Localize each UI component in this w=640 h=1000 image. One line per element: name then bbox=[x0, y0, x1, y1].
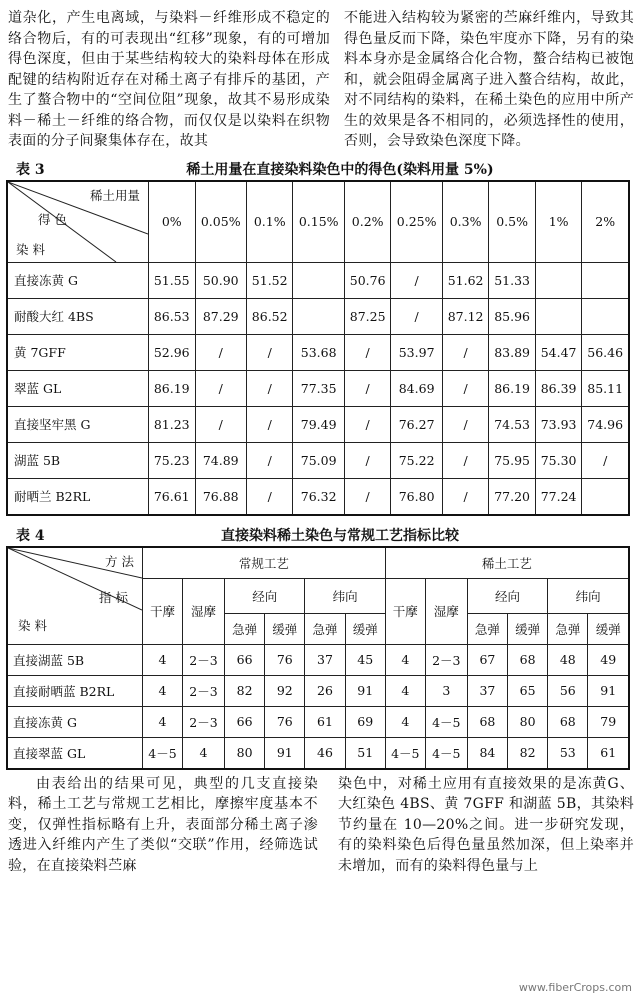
table3-cell: / bbox=[195, 406, 246, 442]
table3-cell: 50.90 bbox=[195, 262, 246, 298]
table3-cell: 76.80 bbox=[391, 478, 442, 515]
table4-row bbox=[7, 644, 629, 675]
table4-cell: 92 bbox=[265, 675, 305, 706]
table3-col-header: 0.5% bbox=[489, 181, 536, 263]
watermark: www.fiberCrops.com bbox=[518, 981, 632, 994]
table3-body bbox=[7, 262, 629, 515]
table4-corner bbox=[7, 547, 143, 645]
table3-cell: 87.12 bbox=[442, 298, 489, 334]
table4-slow-recovery: 缓弹 bbox=[345, 613, 385, 644]
table4-cell: 66 bbox=[225, 644, 265, 675]
table4-cell: 91 bbox=[588, 675, 629, 706]
table4-cell: 66 bbox=[225, 706, 265, 737]
table4-dye-name: 直接翠蓝 GL bbox=[7, 737, 143, 769]
table4-cell: 4 bbox=[143, 644, 183, 675]
table3-row bbox=[7, 262, 629, 298]
table3-cell: / bbox=[246, 406, 293, 442]
table3-cell: 75.30 bbox=[535, 442, 582, 478]
table3-cell: / bbox=[195, 334, 246, 370]
table3-col-header: 1% bbox=[535, 181, 582, 263]
table3-cell bbox=[582, 478, 629, 515]
table3-cell: 51.33 bbox=[489, 262, 536, 298]
table3-cell: 83.89 bbox=[489, 334, 536, 370]
table3-cell: 51.55 bbox=[149, 262, 196, 298]
table4-cell: 4 bbox=[385, 675, 425, 706]
table4-cell: 2－3 bbox=[183, 644, 225, 675]
table3 bbox=[6, 180, 630, 516]
table3-header-row bbox=[7, 181, 629, 263]
table3-cell: / bbox=[442, 442, 489, 478]
table3-cell: / bbox=[344, 442, 391, 478]
table3-cell: 77.24 bbox=[535, 478, 582, 515]
table3-dye-name: 翠蓝 GL bbox=[7, 370, 149, 406]
table3-corner-middle: 得 色 bbox=[38, 211, 67, 227]
table3-dye-name: 耐酸大红 4BS bbox=[7, 298, 149, 334]
table4-cell: 91 bbox=[265, 737, 305, 769]
table3-cell: / bbox=[442, 478, 489, 515]
table3-cell: / bbox=[344, 334, 391, 370]
table3-cell: 81.23 bbox=[149, 406, 196, 442]
table3-cell: 74.96 bbox=[582, 406, 629, 442]
table3-cell: / bbox=[391, 262, 442, 298]
table4 bbox=[6, 546, 630, 770]
table4-method-regular: 常规工艺 bbox=[143, 547, 386, 579]
table4-cell: 2－3 bbox=[183, 706, 225, 737]
table3-cell bbox=[582, 298, 629, 334]
bottom-text-right: 染色中，对稀土应用有直接效果的是冻黄G、大红染色 4BS、黄 7GFF 和湖蓝 5B，其染料节约量在 10—20%之间。进一步研究发现，有的染料染色后得色量虽然加深，但上染率并未增加，而有的染料得色量与上 bbox=[338, 775, 634, 874]
table3-cell bbox=[293, 262, 344, 298]
table3-cell: 85.11 bbox=[582, 370, 629, 406]
table4-cell: 61 bbox=[588, 737, 629, 769]
table3-cell: 74.53 bbox=[489, 406, 536, 442]
table3-col-header: 0% bbox=[149, 181, 196, 263]
table4-wet-rub: 湿摩 bbox=[425, 578, 467, 644]
table3-cell bbox=[293, 298, 344, 334]
table3-cell: 53.97 bbox=[391, 334, 442, 370]
table4-dry-rub: 干摩 bbox=[143, 578, 183, 644]
table3-caption bbox=[0, 156, 640, 180]
table4-dye-name: 直接耐晒蓝 B2RL bbox=[7, 675, 143, 706]
table3-cell: / bbox=[246, 442, 293, 478]
table3-row bbox=[7, 370, 629, 406]
table4-warp: 经向 bbox=[467, 578, 547, 613]
table3-cell: 87.25 bbox=[344, 298, 391, 334]
table4-slow-recovery: 缓弹 bbox=[265, 613, 305, 644]
table3-col-header: 0.25% bbox=[391, 181, 442, 263]
table4-quick-recovery: 急弹 bbox=[467, 613, 507, 644]
table3-cell: 77.20 bbox=[489, 478, 536, 515]
table3-cell: / bbox=[391, 298, 442, 334]
table4-cell: 48 bbox=[548, 644, 588, 675]
table3-cell: 51.62 bbox=[442, 262, 489, 298]
table4-cell: 4 bbox=[385, 706, 425, 737]
table3-cell: 86.52 bbox=[246, 298, 293, 334]
top-text-left: 道杂化，产生电离域，与染料－纤维形成不稳定的络合物后，有的可表现出“红移”现象，有的可增加得色深度，但由于某些结构较大的染料母体在形成配键的结构附近存在对稀土离子有排斥的基团，产生了螯合物中的“空间位阻”现象，故其不易形成染料－稀土－纤维的络合物，而仅仅是以染料在织物表面的分子间聚集体存在，故其 bbox=[8, 10, 330, 149]
table4-cell: 69 bbox=[345, 706, 385, 737]
table4-wet-rub: 湿摩 bbox=[183, 578, 225, 644]
table3-cell: 86.19 bbox=[489, 370, 536, 406]
table3-cell bbox=[582, 262, 629, 298]
table4-dry-rub: 干摩 bbox=[385, 578, 425, 644]
table4-cell: 2－3 bbox=[425, 644, 467, 675]
table3-row bbox=[7, 442, 629, 478]
table3-cell: 76.88 bbox=[195, 478, 246, 515]
table3-cell: / bbox=[246, 370, 293, 406]
table4-weft: 纬向 bbox=[305, 578, 385, 613]
table3-dye-name: 直接坚牢黑 G bbox=[7, 406, 149, 442]
table3-cell: 85.96 bbox=[489, 298, 536, 334]
table4-row bbox=[7, 706, 629, 737]
table3-cell: 51.52 bbox=[246, 262, 293, 298]
table3-cell: / bbox=[582, 442, 629, 478]
bottom-text bbox=[0, 770, 640, 877]
table4-cell: 2－3 bbox=[183, 675, 225, 706]
table4-cell: 68 bbox=[508, 644, 548, 675]
table3-cell bbox=[535, 298, 582, 334]
table3-col-header: 0.05% bbox=[195, 181, 246, 263]
table4-cell: 61 bbox=[305, 706, 345, 737]
table4-cell: 49 bbox=[588, 644, 629, 675]
table3-cell: 73.93 bbox=[535, 406, 582, 442]
table4-cell: 82 bbox=[508, 737, 548, 769]
table3-cell: 76.27 bbox=[391, 406, 442, 442]
table3-corner bbox=[7, 181, 149, 263]
table4-cell: 4 bbox=[183, 737, 225, 769]
table3-col-header: 2% bbox=[582, 181, 629, 263]
table3-corner-bottom: 染 料 bbox=[16, 241, 45, 257]
table3-cell: 87.29 bbox=[195, 298, 246, 334]
table3-col-header: 0.3% bbox=[442, 181, 489, 263]
table4-corner-bottom: 染 料 bbox=[18, 617, 47, 633]
table4-slow-recovery: 缓弹 bbox=[588, 613, 629, 644]
top-text bbox=[0, 0, 640, 152]
table4-cell: 4－5 bbox=[425, 737, 467, 769]
table3-cell: 75.09 bbox=[293, 442, 344, 478]
table3-cell: 75.95 bbox=[489, 442, 536, 478]
table4-row bbox=[7, 737, 629, 769]
table4-cell: 26 bbox=[305, 675, 345, 706]
table3-cell: 53.68 bbox=[293, 334, 344, 370]
table3-col-header: 0.1% bbox=[246, 181, 293, 263]
table3-cell: / bbox=[344, 406, 391, 442]
table4-cell: 80 bbox=[508, 706, 548, 737]
table3-row bbox=[7, 298, 629, 334]
table3-cell: / bbox=[344, 478, 391, 515]
table3-cell: / bbox=[246, 478, 293, 515]
table3-cell: 79.49 bbox=[293, 406, 344, 442]
table4-cell: 68 bbox=[548, 706, 588, 737]
table3-dye-name: 湖蓝 5B bbox=[7, 442, 149, 478]
table4-cell: 4－5 bbox=[143, 737, 183, 769]
table3-row bbox=[7, 334, 629, 370]
table4-cell: 4 bbox=[385, 644, 425, 675]
table4-method-rare-earth: 稀土工艺 bbox=[385, 547, 629, 579]
table3-cell: / bbox=[442, 334, 489, 370]
table4-row bbox=[7, 675, 629, 706]
table4-cell: 65 bbox=[508, 675, 548, 706]
bottom-text-left: 由表给出的结果可见，典型的几支直接染料，稀土工艺与常规工艺相比，摩擦牢度基本不变，仅弹性指标略有上升，表面部分稀土离子渗透进入纤维内产生了类似“交联”作用，经筛选试验，在直接染料苎麻 bbox=[8, 775, 318, 874]
table3-cell: 76.61 bbox=[149, 478, 196, 515]
table3-cell: 86.53 bbox=[149, 298, 196, 334]
table4-cell: 68 bbox=[467, 706, 507, 737]
table3-number: 表 3 bbox=[16, 161, 45, 178]
table4-header-row-1 bbox=[7, 547, 629, 579]
table4-cell: 91 bbox=[345, 675, 385, 706]
table3-row bbox=[7, 478, 629, 515]
table4-cell: 37 bbox=[305, 644, 345, 675]
table4-cell: 67 bbox=[467, 644, 507, 675]
top-text-right: 不能进入结构较为紧密的苎麻纤维内，导致其得色量反而下降，染色牢度亦下降，另有的染料本身亦是金属络合化合物，螯合结构已被饱和，就会阻碍金属离子进入螯合结构，故此，对不同结构的染料，在稀土染色的应用中所产生的效果是各不相同的，必须选择性的使用，否则，会导致染色深度下降。 bbox=[344, 10, 634, 149]
table4-weft: 纬向 bbox=[548, 578, 629, 613]
table3-dye-name: 黄 7GFF bbox=[7, 334, 149, 370]
table4-quick-recovery: 急弹 bbox=[305, 613, 345, 644]
table3-row bbox=[7, 406, 629, 442]
table4-cell: 76 bbox=[265, 644, 305, 675]
table3-cell: 86.39 bbox=[535, 370, 582, 406]
table4-body bbox=[7, 644, 629, 769]
table3-cell: / bbox=[246, 334, 293, 370]
table4-corner-top: 方 法 bbox=[105, 553, 134, 569]
table4-cell: 46 bbox=[305, 737, 345, 769]
table3-cell: / bbox=[442, 406, 489, 442]
table4-title: 直接染料稀土染色与常规工艺指标比较 bbox=[221, 527, 459, 544]
table4-cell: 56 bbox=[548, 675, 588, 706]
table4-cell: 82 bbox=[225, 675, 265, 706]
table4-cell: 4－5 bbox=[385, 737, 425, 769]
table4-slow-recovery: 缓弹 bbox=[508, 613, 548, 644]
table4-dye-name: 直接冻黄 G bbox=[7, 706, 143, 737]
table4-cell: 51 bbox=[345, 737, 385, 769]
table4-quick-recovery: 急弹 bbox=[548, 613, 588, 644]
table3-cell: 50.76 bbox=[344, 262, 391, 298]
table3-cell: / bbox=[195, 370, 246, 406]
table4-cell: 76 bbox=[265, 706, 305, 737]
table3-col-header: 0.15% bbox=[293, 181, 344, 263]
table4-number: 表 4 bbox=[16, 527, 45, 544]
table3-cell: 75.22 bbox=[391, 442, 442, 478]
table3-cell: / bbox=[344, 370, 391, 406]
table3-dye-name: 耐晒兰 B2RL bbox=[7, 478, 149, 515]
table4-caption bbox=[0, 522, 640, 546]
table3-cell bbox=[535, 262, 582, 298]
table3-cell: 86.19 bbox=[149, 370, 196, 406]
table3-col-header: 0.2% bbox=[344, 181, 391, 263]
table4-warp: 经向 bbox=[225, 578, 305, 613]
table4-cell: 4－5 bbox=[425, 706, 467, 737]
table3-dye-name: 直接冻黄 G bbox=[7, 262, 149, 298]
table3-title: 稀土用量在直接染料染色中的得色(染料用量 5%) bbox=[186, 161, 494, 178]
table4-corner-middle: 指 标 bbox=[99, 589, 128, 605]
table3-cell: 84.69 bbox=[391, 370, 442, 406]
table4-cell: 37 bbox=[467, 675, 507, 706]
table3-cell: 54.47 bbox=[535, 334, 582, 370]
table4-quick-recovery: 急弹 bbox=[225, 613, 265, 644]
table3-cell: / bbox=[442, 370, 489, 406]
table4-cell: 3 bbox=[425, 675, 467, 706]
table4-cell: 84 bbox=[467, 737, 507, 769]
table3-cell: 75.23 bbox=[149, 442, 196, 478]
table4-cell: 4 bbox=[143, 675, 183, 706]
table4-cell: 45 bbox=[345, 644, 385, 675]
table3-cell: 74.89 bbox=[195, 442, 246, 478]
table3-cell: 52.96 bbox=[149, 334, 196, 370]
table3-corner-top: 稀土用量 bbox=[89, 187, 140, 203]
table4-cell: 53 bbox=[548, 737, 588, 769]
table3-cell: 77.35 bbox=[293, 370, 344, 406]
table4-cell: 80 bbox=[225, 737, 265, 769]
table4-cell: 4 bbox=[143, 706, 183, 737]
table3-cell: 56.46 bbox=[582, 334, 629, 370]
table4-cell: 79 bbox=[588, 706, 629, 737]
table4-dye-name: 直接湖蓝 5B bbox=[7, 644, 143, 675]
table3-cell: 76.32 bbox=[293, 478, 344, 515]
